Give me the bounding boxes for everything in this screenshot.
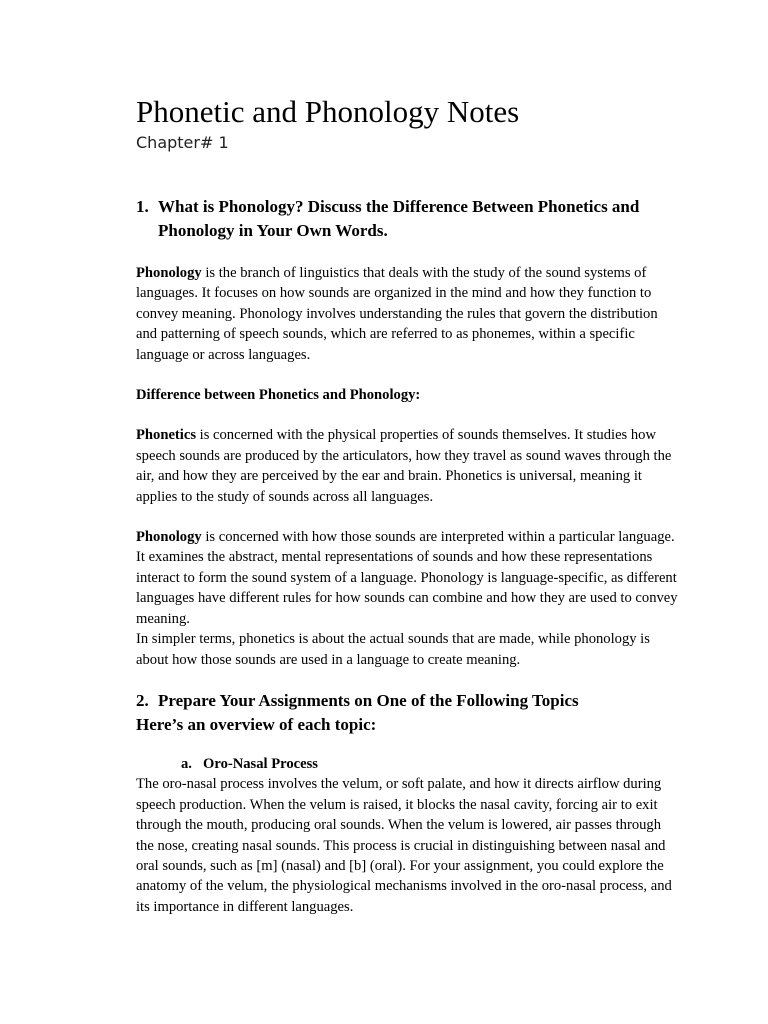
question-2-heading bbox=[136, 689, 682, 713]
phonology-definition-text: is the branch of linguistics that deals with the study of the sound systems of languages. It focuses on how sounds are organized in the mind and how they function to convey meaning. Phonology involves understanding the rules that govern the distribution and patterning of speech sounds, which are referred to as phonemes, within a specific language or across languages. bbox=[136, 265, 658, 363]
chapter-subtitle: Chapter# 1 bbox=[136, 133, 229, 152]
question-1-number: 1. bbox=[136, 197, 149, 216]
phonetics-text: is concerned with the physical properties of sounds themselves. It studies how speech sounds are produced by the articulators, how they travel as sound waves through the air, and how they are perceived by the ear and brain. Phonetics is universal, meaning it applies to the study of sounds across all languages. bbox=[136, 427, 672, 505]
document-page bbox=[136, 94, 682, 917]
phonetics-term: Phonetics bbox=[136, 427, 196, 444]
difference-heading: Difference between Phonetics and Phonology: bbox=[136, 387, 421, 404]
phonology-text: is concerned with how those sounds are interpreted within a particular language. It examines the abstract, mental representations of sounds and how these representations interact to form the sound system of a language. Phonology is language-specific, as different languages have different rules for how sounds can combine and how they are used to convey meaning. bbox=[136, 529, 678, 627]
question-1-text: What is Phonology? Discuss the Difference Between Phonetics and Phonology in Your Own Words. bbox=[158, 197, 640, 240]
subitem-a-marker: a. bbox=[181, 755, 192, 772]
phonology-definition-paragraph bbox=[136, 263, 682, 365]
question-2-number: 2. bbox=[136, 690, 149, 710]
oro-nasal-paragraph: The oro-nasal process involves the velum, or soft palate, and how it directs airflow during speech production. When the velum is raised, it blocks the nasal cavity, forcing air to exit through the mouth, producing oral sounds. When the velum is lowered, air passes through the nose, creating nasal sounds. This process is crucial in distinguishing between nasal and oral sounds, such as [m] (nasal) and [b] (oral). For your assignment, you could explore the anatomy of the velum, the physiological mechanisms involved in the oro-nasal process, and its importance in different languages. bbox=[136, 776, 672, 915]
question-2-text: Prepare Your Assignments on One of the Following Topics bbox=[158, 690, 579, 710]
overview-line: Here’s an overview of each topic: bbox=[136, 714, 377, 734]
phonology-term: Phonology bbox=[136, 265, 202, 281]
document-title: Phonetic and Phonology Notes bbox=[136, 94, 520, 129]
simpler-terms-paragraph: In simpler terms, phonetics is about the actual sounds that are made, while phonology is about how those sounds are used in a language to create meaning. bbox=[136, 631, 650, 668]
phonetics-paragraph bbox=[136, 425, 682, 507]
subitem-a-heading bbox=[181, 754, 682, 774]
question-1-heading bbox=[136, 195, 682, 243]
phonology-term-2: Phonology bbox=[136, 529, 202, 546]
subitem-a-title: Oro-Nasal Process bbox=[203, 755, 318, 772]
phonology-paragraph bbox=[136, 527, 682, 629]
